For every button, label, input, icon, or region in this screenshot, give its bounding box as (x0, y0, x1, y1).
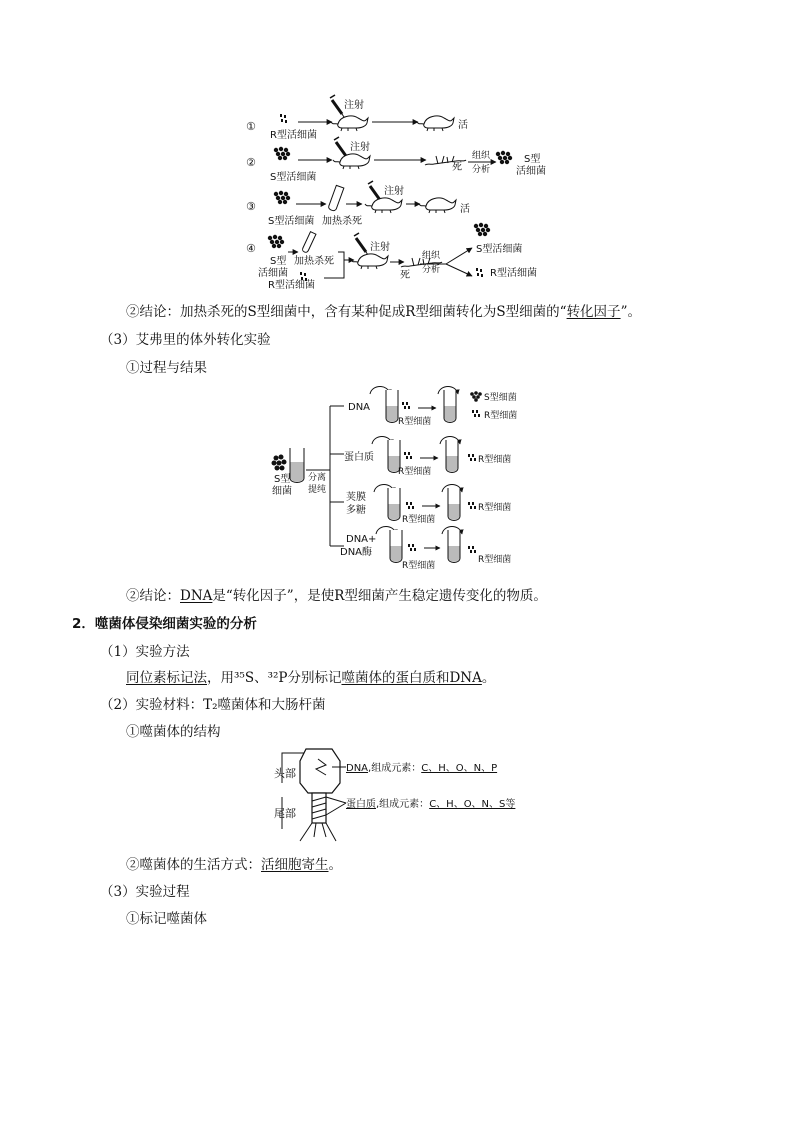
s-bacteria-icon (496, 151, 512, 164)
row2-dead-label: 死 (452, 162, 462, 173)
result-label: R型细菌 (478, 555, 512, 565)
row1-inject-label: 注射 (344, 100, 364, 111)
row4-dead-label: 死 (400, 270, 410, 281)
s-bacteria-icon (474, 223, 490, 236)
live-mouse-icon (351, 254, 388, 269)
row3-bacteria-label: S型活细菌 (268, 216, 315, 227)
step-label: 分离 (308, 473, 327, 483)
section-3-title: （3）艾弗里的体外转化实验 (100, 332, 271, 348)
key-term: 噬菌体的蛋白质和DNA (341, 670, 482, 686)
s-bacteria-icon (268, 235, 284, 248)
protein-term: 蛋白质 (346, 799, 376, 810)
key-term: 同位素标记法 (126, 670, 207, 686)
row4-analysis-label: 分析 (422, 265, 441, 275)
s-bacteria-icon (272, 455, 287, 471)
lifestyle: ②噬菌体的生活方式：活细胞寄生。 (126, 857, 342, 873)
r-bacteria-icon (408, 544, 416, 551)
row2-analysis-label: 分析 (472, 165, 491, 175)
protein-elements: C、H、O、N、S等 (429, 799, 516, 810)
branch-dnase-label: DNA酶 (340, 547, 373, 558)
s-bacteria-icon (274, 147, 290, 160)
key-term: DNA (180, 588, 213, 604)
step-label: 提纯 (308, 485, 327, 495)
row4-output1-label: S型活细菌 (476, 244, 523, 255)
r-bacteria-icon (468, 546, 476, 553)
section-3-subtitle: ①过程与结果 (126, 360, 207, 376)
branch-capsule-label: 荚膜 (346, 492, 366, 503)
r-bacteria-icon (402, 402, 410, 409)
subsection-2-title: （2）实验材料：T₂噬菌体和大肠杆菌 (100, 697, 326, 713)
conclusion-2: ②结论：DNA是“转化因子”，是使R型细菌产生稳定遗传变化的物质。 (126, 588, 547, 604)
row1-number: ① (246, 120, 256, 133)
added-label: R型细菌 (398, 417, 432, 427)
dna-elements: C、H、O、N、P (421, 763, 498, 774)
live-mouse-icon (365, 198, 402, 213)
conclusion-1: ②结论：加热杀死的S型细菌中，含有某种促成R型细菌转化为S型细菌的“转化因子”。 (126, 304, 641, 320)
live-mouse-icon (331, 116, 368, 131)
test-tube-icon (386, 390, 398, 423)
row4-inject-label: 注射 (370, 242, 390, 253)
s-bacteria-icon (274, 191, 290, 204)
test-tube-icon (448, 530, 460, 563)
source-label: S型 (274, 474, 291, 485)
result-label: S型细菌 (484, 393, 517, 403)
subsection-1-body: 同位素标记法，用³⁵S、³²P分别标记噬菌体的蛋白质和DNA。 (126, 670, 496, 686)
row2-number: ② (246, 156, 256, 169)
row4-number: ④ (246, 242, 256, 255)
row1-bacteria-label: R型活细菌 (270, 130, 317, 141)
row2-bacteria-label: S型活细菌 (270, 172, 317, 183)
dna-label: DNA,组成元素：C、H、O、N、P (346, 763, 498, 774)
test-tube-icon (388, 488, 400, 521)
r-bacteria-icon (476, 268, 483, 277)
r-bacteria-icon (404, 452, 412, 459)
row3-result: 活 (460, 204, 470, 215)
subsection-1-title: （1）实验方法 (100, 644, 190, 660)
griffith-figure (240, 92, 570, 292)
subsection-3-subtitle: ①标记噬菌体 (126, 911, 207, 927)
added-label: R型细菌 (398, 467, 432, 477)
test-tube-icon (390, 530, 402, 563)
r-bacteria-icon (468, 502, 476, 509)
source-label: 细菌 (272, 486, 292, 497)
test-tube-icon (290, 448, 304, 483)
result-label: R型细菌 (478, 455, 512, 465)
row2-product-label: S型 (524, 154, 541, 165)
row2-inject-label: 注射 (350, 142, 370, 153)
test-tube-icon (328, 185, 344, 211)
head-label: 头部 (274, 767, 296, 780)
live-mouse-icon (417, 116, 454, 131)
added-label: R型细菌 (402, 561, 436, 571)
tail-label: 尾部 (274, 807, 296, 820)
test-tube-icon (444, 390, 456, 423)
result-label: R型细菌 (478, 503, 512, 513)
row4-output2-label: R型活细菌 (490, 268, 537, 279)
protein-label: 蛋白质,组成元素：C、H、O、N、S等 (346, 799, 516, 810)
s-bacteria-icon (470, 391, 482, 402)
phage-figure (270, 745, 540, 845)
avery-figure (268, 382, 538, 572)
key-term: 转化因子 (566, 304, 621, 320)
row2-product-label: 活细菌 (516, 166, 546, 177)
row1-result: 活 (458, 120, 468, 131)
test-tube-icon (448, 488, 460, 521)
row4-treatment-label: 加热杀死 (294, 256, 334, 267)
branch-capsule-label: 多糖 (346, 505, 366, 516)
result-label: R型细菌 (484, 411, 518, 421)
r-bacteria-icon (472, 410, 480, 417)
row3-inject-label: 注射 (384, 186, 404, 197)
r-bacteria-icon (468, 454, 476, 461)
row4-bacteria1-label: S型 (270, 256, 287, 267)
test-tube-icon (302, 232, 316, 254)
branch-protein-label: 蛋白质 (344, 452, 374, 463)
row2-analysis-label: 组织 (472, 151, 491, 161)
branch-dna-label: DNA (348, 402, 371, 413)
subsection-2-subtitle: ①噬菌体的结构 (126, 724, 221, 740)
row4-bacteria1-label: 活细菌 (258, 268, 288, 279)
r-bacteria-icon (406, 502, 414, 509)
added-label: R型细菌 (402, 515, 436, 525)
key-term: 活细胞寄生 (261, 857, 329, 873)
row4-analysis-label: 组织 (422, 251, 441, 261)
row3-treatment-label: 加热杀死 (322, 216, 362, 227)
live-mouse-icon (333, 154, 370, 169)
r-bacteria-icon (280, 114, 287, 123)
subsection-3-title: （3）实验过程 (100, 884, 190, 900)
live-mouse-icon (419, 198, 456, 213)
row3-number: ③ (246, 200, 256, 213)
row4-bacteria2-label: R型活细菌 (268, 280, 315, 291)
test-tube-icon (446, 440, 458, 473)
branch-dnase-label: DNA+ (346, 534, 377, 545)
heading-2: 2．噬菌体侵染细菌实验的分析 (72, 616, 257, 632)
dna-term: DNA (346, 763, 369, 774)
